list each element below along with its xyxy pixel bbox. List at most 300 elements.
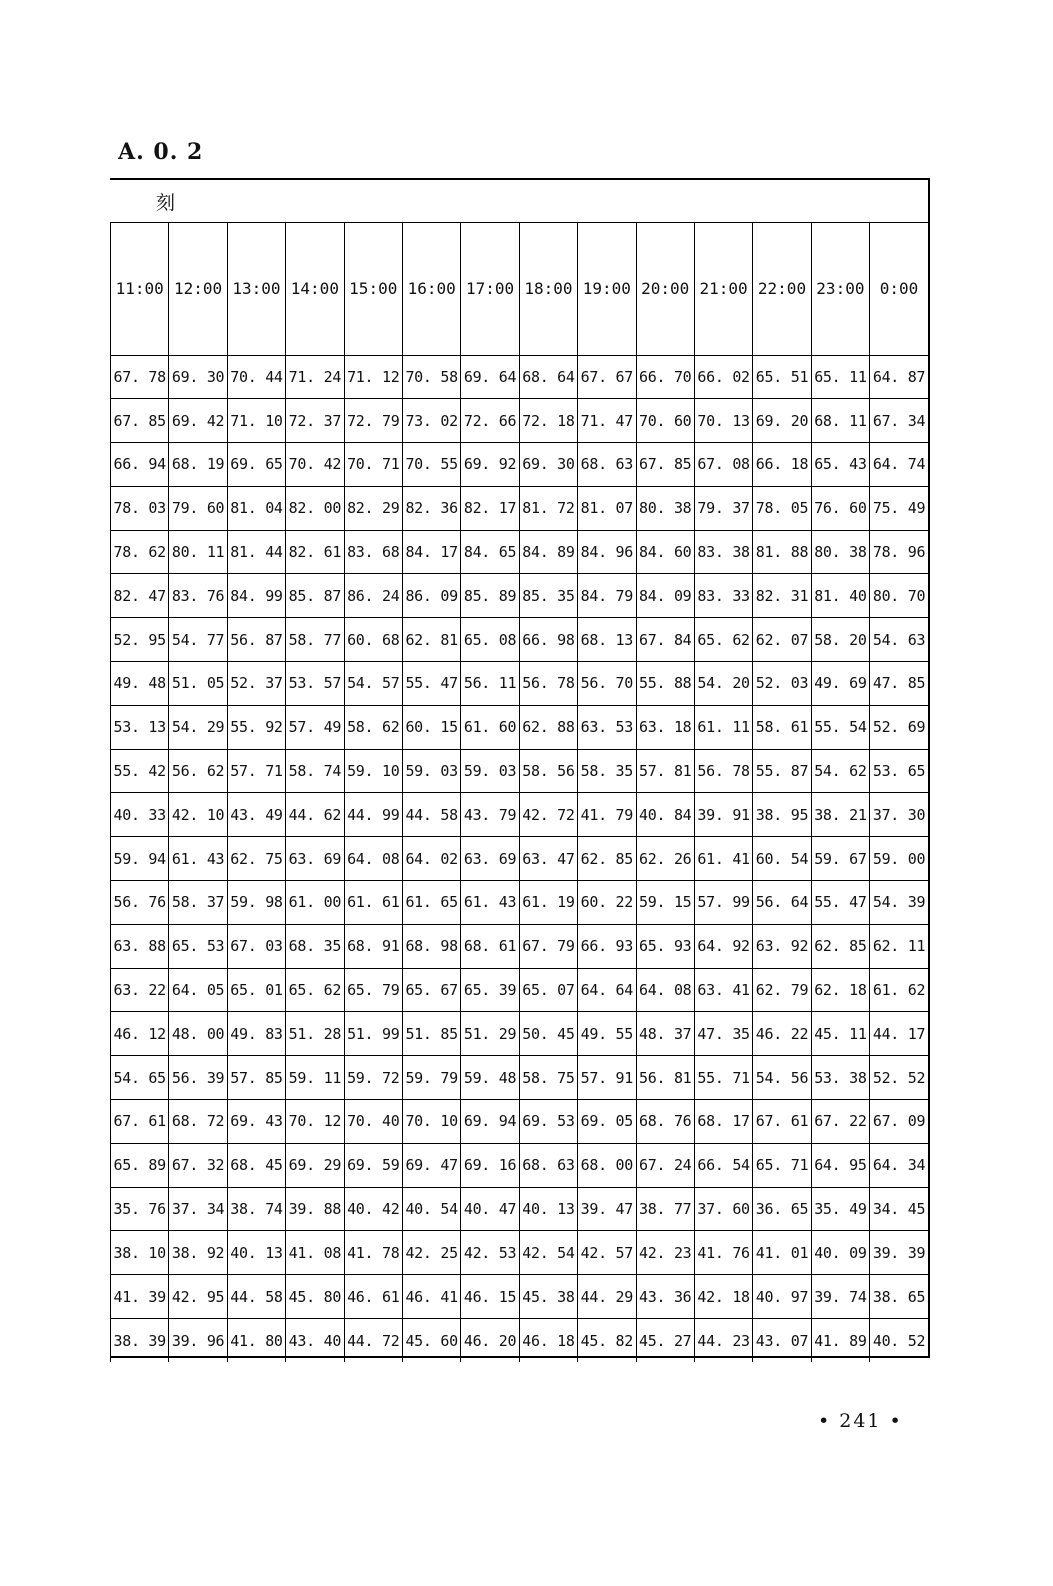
table-cell: 63. 47	[519, 837, 577, 881]
time-header-cell: 15:00	[344, 223, 402, 355]
table-cell: 43. 49	[227, 793, 285, 837]
table-cell: 65. 08	[461, 618, 519, 662]
table-cell: 55. 47	[811, 881, 869, 925]
table-cell: 49. 83	[227, 1012, 285, 1056]
table-cell: 39. 96	[169, 1319, 227, 1363]
table-cell: 65. 93	[636, 924, 694, 968]
table-cell: 67. 79	[519, 924, 577, 968]
table-cell: 78. 62	[111, 530, 169, 574]
table-cell: 65. 51	[753, 355, 811, 399]
table-cell: 52. 52	[870, 1056, 928, 1100]
table-cell: 43. 79	[461, 793, 519, 837]
table-cell: 54. 77	[169, 618, 227, 662]
table-cell: 83. 38	[694, 530, 752, 574]
table-cell: 57. 71	[227, 749, 285, 793]
table-cell: 79. 60	[169, 486, 227, 530]
table-cell: 53. 65	[870, 749, 928, 793]
table-cell: 73. 02	[402, 399, 460, 443]
table-cell: 65. 39	[461, 968, 519, 1012]
table-cell: 82. 00	[286, 486, 344, 530]
table-cell: 48. 00	[169, 1012, 227, 1056]
time-header-cell: 0:00	[870, 223, 928, 355]
table-cell: 38. 95	[753, 793, 811, 837]
table-cell: 82. 47	[111, 574, 169, 618]
table-cell: 61. 43	[169, 837, 227, 881]
table-row	[111, 486, 929, 530]
table-cell: 45. 82	[578, 1319, 636, 1363]
table-cell: 69. 30	[519, 443, 577, 487]
table-cell: 72. 66	[461, 399, 519, 443]
table-cell: 37. 30	[870, 793, 928, 837]
table-cell: 46. 15	[461, 1275, 519, 1319]
time-header-cell: 11:00	[111, 223, 169, 355]
table-cell: 55. 87	[753, 749, 811, 793]
section-title: A. 0. 2	[118, 139, 204, 165]
table-cell: 64. 08	[344, 837, 402, 881]
table-cell: 64. 08	[636, 968, 694, 1012]
table-row	[111, 530, 929, 574]
table-cell: 46. 12	[111, 1012, 169, 1056]
table-cell: 68. 45	[227, 1143, 285, 1187]
table-cell: 41. 08	[286, 1231, 344, 1275]
table-cell: 70. 40	[344, 1100, 402, 1144]
table-cell: 84. 99	[227, 574, 285, 618]
time-header-cell: 16:00	[402, 223, 460, 355]
table-cell: 81. 72	[519, 486, 577, 530]
table-cell: 67. 85	[636, 443, 694, 487]
table-cell: 70. 44	[227, 355, 285, 399]
table-cell: 49. 69	[811, 662, 869, 706]
table-cell: 65. 79	[344, 968, 402, 1012]
table-cell: 54. 63	[870, 618, 928, 662]
table-cell: 39. 39	[870, 1231, 928, 1275]
table-cell: 59. 15	[636, 881, 694, 925]
table-cell: 69. 53	[519, 1100, 577, 1144]
table-cell: 57. 91	[578, 1056, 636, 1100]
table-cell: 63. 41	[694, 968, 752, 1012]
table-cell: 78. 96	[870, 530, 928, 574]
table-cell: 65. 07	[519, 968, 577, 1012]
table-cell: 66. 98	[519, 618, 577, 662]
table-cell: 44. 99	[344, 793, 402, 837]
table-cell: 83. 76	[169, 574, 227, 618]
table-cell: 59. 94	[111, 837, 169, 881]
table-cell: 71. 47	[578, 399, 636, 443]
table-cell: 60. 22	[578, 881, 636, 925]
table-cell: 53. 57	[286, 662, 344, 706]
table-cell: 57. 85	[227, 1056, 285, 1100]
table-cell: 84. 79	[578, 574, 636, 618]
table-row	[111, 1100, 929, 1144]
table-cell: 41. 89	[811, 1319, 869, 1363]
table-cell: 53. 13	[111, 705, 169, 749]
table-cell: 67. 34	[870, 399, 928, 443]
table-cell: 67. 09	[870, 1100, 928, 1144]
table-cell: 72. 37	[286, 399, 344, 443]
table-cell: 67. 67	[578, 355, 636, 399]
table-cell: 69. 05	[578, 1100, 636, 1144]
table-cell: 58. 37	[169, 881, 227, 925]
table-row	[111, 837, 929, 881]
table-cell: 40. 09	[811, 1231, 869, 1275]
table-cell: 80. 70	[870, 574, 928, 618]
time-header-cell: 19:00	[578, 223, 636, 355]
table-cell: 57. 99	[694, 881, 752, 925]
table-cell: 46. 22	[753, 1012, 811, 1056]
table-cell: 42. 54	[519, 1231, 577, 1275]
table-cell: 68. 91	[344, 924, 402, 968]
table-cell: 42. 95	[169, 1275, 227, 1319]
table-cell: 35. 49	[811, 1187, 869, 1231]
time-header-cell: 13:00	[227, 223, 285, 355]
table-cell: 38. 39	[111, 1319, 169, 1363]
hourly-values-table	[110, 223, 928, 1362]
table-cell: 67. 08	[694, 443, 752, 487]
table-row	[111, 1187, 929, 1231]
table-cell: 59. 79	[402, 1056, 460, 1100]
time-header-row	[111, 223, 929, 355]
table-caption-row	[110, 180, 928, 223]
table-cell: 62. 26	[636, 837, 694, 881]
table-cell: 41. 79	[578, 793, 636, 837]
table-cell: 81. 04	[227, 486, 285, 530]
table-cell: 58. 56	[519, 749, 577, 793]
table-cell: 56. 78	[519, 662, 577, 706]
table-row	[111, 924, 929, 968]
table-cell: 63. 69	[461, 837, 519, 881]
table-cell: 61. 61	[344, 881, 402, 925]
table-cell: 65. 62	[694, 618, 752, 662]
table-cell: 40. 13	[227, 1231, 285, 1275]
table-cell: 81. 40	[811, 574, 869, 618]
table-cell: 71. 24	[286, 355, 344, 399]
table-cell: 39. 47	[578, 1187, 636, 1231]
table-cell: 70. 12	[286, 1100, 344, 1144]
table-cell: 44. 72	[344, 1319, 402, 1363]
table-cell: 45. 80	[286, 1275, 344, 1319]
table-row	[111, 355, 929, 399]
table-cell: 70. 58	[402, 355, 460, 399]
table-cell: 64. 05	[169, 968, 227, 1012]
table-cell: 60. 15	[402, 705, 460, 749]
table-cell: 61. 19	[519, 881, 577, 925]
table-cell: 65. 62	[286, 968, 344, 1012]
table-cell: 34. 45	[870, 1187, 928, 1231]
table-cell: 68. 13	[578, 618, 636, 662]
table-cell: 84. 17	[402, 530, 460, 574]
table-cell: 58. 74	[286, 749, 344, 793]
table-cell: 58. 75	[519, 1056, 577, 1100]
table-cell: 64. 92	[694, 924, 752, 968]
table-cell: 84. 60	[636, 530, 694, 574]
table-cell: 66. 02	[694, 355, 752, 399]
table-cell: 64. 87	[870, 355, 928, 399]
table-cell: 69. 42	[169, 399, 227, 443]
table-cell: 70. 10	[402, 1100, 460, 1144]
table-cell: 49. 48	[111, 662, 169, 706]
table-cell: 61. 43	[461, 881, 519, 925]
table-cell: 40. 13	[519, 1187, 577, 1231]
table-cell: 44. 58	[227, 1275, 285, 1319]
table-cell: 83. 33	[694, 574, 752, 618]
table-cell: 43. 07	[753, 1319, 811, 1363]
table-cell: 55. 54	[811, 705, 869, 749]
table-cell: 69. 64	[461, 355, 519, 399]
table-cell: 55. 71	[694, 1056, 752, 1100]
table-cell: 86. 24	[344, 574, 402, 618]
table-cell: 69. 30	[169, 355, 227, 399]
table-cell: 78. 03	[111, 486, 169, 530]
table-cell: 58. 61	[753, 705, 811, 749]
table-cell: 62. 07	[753, 618, 811, 662]
table-cell: 67. 32	[169, 1143, 227, 1187]
table-cell: 54. 62	[811, 749, 869, 793]
table-cell: 40. 47	[461, 1187, 519, 1231]
table-cell: 45. 60	[402, 1319, 460, 1363]
table-cell: 68. 11	[811, 399, 869, 443]
table-cell: 63. 18	[636, 705, 694, 749]
table-cell: 78. 05	[753, 486, 811, 530]
table-cell: 59. 10	[344, 749, 402, 793]
table-cell: 86. 09	[402, 574, 460, 618]
table-cell: 38. 74	[227, 1187, 285, 1231]
table-cell: 37. 60	[694, 1187, 752, 1231]
table-cell: 51. 29	[461, 1012, 519, 1056]
table-cell: 62. 85	[578, 837, 636, 881]
table-cell: 59. 00	[870, 837, 928, 881]
table-cell: 70. 42	[286, 443, 344, 487]
table-cell: 81. 07	[578, 486, 636, 530]
table-cell: 52. 37	[227, 662, 285, 706]
table-cell: 39. 91	[694, 793, 752, 837]
table-cell: 40. 33	[111, 793, 169, 837]
page-number: • 241 •	[818, 1410, 903, 1432]
table-row	[111, 705, 929, 749]
table-cell: 38. 10	[111, 1231, 169, 1275]
table-cell: 54. 20	[694, 662, 752, 706]
table-cell: 67. 61	[111, 1100, 169, 1144]
table-cell: 62. 18	[811, 968, 869, 1012]
table-cell: 50. 45	[519, 1012, 577, 1056]
table-cell: 85. 89	[461, 574, 519, 618]
time-header-cell: 17:00	[461, 223, 519, 355]
table-cell: 51. 05	[169, 662, 227, 706]
table-cell: 56. 87	[227, 618, 285, 662]
table-cell: 54. 29	[169, 705, 227, 749]
time-header-cell: 22:00	[753, 223, 811, 355]
table-cell: 66. 54	[694, 1143, 752, 1187]
table-cell: 69. 43	[227, 1100, 285, 1144]
table-cell: 45. 11	[811, 1012, 869, 1056]
table-cell: 59. 67	[811, 837, 869, 881]
table-cell: 46. 18	[519, 1319, 577, 1363]
time-header-cell: 23:00	[811, 223, 869, 355]
table-cell: 42. 10	[169, 793, 227, 837]
table-cell: 65. 71	[753, 1143, 811, 1187]
table-cell: 55. 92	[227, 705, 285, 749]
table-cell: 41. 80	[227, 1319, 285, 1363]
table-cell: 40. 52	[870, 1319, 928, 1363]
table-cell: 56. 81	[636, 1056, 694, 1100]
table-cell: 42. 23	[636, 1231, 694, 1275]
table-cell: 65. 43	[811, 443, 869, 487]
table-cell: 62. 79	[753, 968, 811, 1012]
table-cell: 68. 35	[286, 924, 344, 968]
table-row	[111, 968, 929, 1012]
table-cell: 61. 65	[402, 881, 460, 925]
table-cell: 65. 67	[402, 968, 460, 1012]
table-cell: 40. 84	[636, 793, 694, 837]
table-cell: 41. 78	[344, 1231, 402, 1275]
time-header-cell: 14:00	[286, 223, 344, 355]
table-cell: 61. 60	[461, 705, 519, 749]
table-row	[111, 1275, 929, 1319]
table-cell: 68. 64	[519, 355, 577, 399]
table-cell: 46. 61	[344, 1275, 402, 1319]
table-row	[111, 574, 929, 618]
table-cell: 56. 11	[461, 662, 519, 706]
time-header-cell: 12:00	[169, 223, 227, 355]
table-row	[111, 618, 929, 662]
table-cell: 70. 13	[694, 399, 752, 443]
table-cell: 55. 88	[636, 662, 694, 706]
table-cell: 41. 01	[753, 1231, 811, 1275]
table-cell: 68. 17	[694, 1100, 752, 1144]
table-cell: 49. 55	[578, 1012, 636, 1056]
table-cell: 82. 31	[753, 574, 811, 618]
table-cell: 64. 34	[870, 1143, 928, 1187]
table-cell: 38. 65	[870, 1275, 928, 1319]
table-cell: 69. 47	[402, 1143, 460, 1187]
table-cell: 45. 27	[636, 1319, 694, 1363]
table-cell: 44. 29	[578, 1275, 636, 1319]
table-row	[111, 793, 929, 837]
table-cell: 52. 69	[870, 705, 928, 749]
table-cell: 62. 88	[519, 705, 577, 749]
table-cell: 43. 40	[286, 1319, 344, 1363]
table-cell: 59. 48	[461, 1056, 519, 1100]
table-cell: 56. 78	[694, 749, 752, 793]
time-header-cell: 21:00	[694, 223, 752, 355]
table-cell: 58. 62	[344, 705, 402, 749]
table-cell: 64. 64	[578, 968, 636, 1012]
table-caption: 刻	[156, 192, 176, 214]
table-cell: 54. 65	[111, 1056, 169, 1100]
table-cell: 72. 18	[519, 399, 577, 443]
table-row	[111, 443, 929, 487]
table-cell: 56. 39	[169, 1056, 227, 1100]
table-cell: 62. 11	[870, 924, 928, 968]
table-cell: 40. 97	[753, 1275, 811, 1319]
table-cell: 56. 62	[169, 749, 227, 793]
table-cell: 52. 03	[753, 662, 811, 706]
table-cell: 63. 53	[578, 705, 636, 749]
table-cell: 66. 18	[753, 443, 811, 487]
table-cell: 59. 11	[286, 1056, 344, 1100]
table-cell: 51. 28	[286, 1012, 344, 1056]
table-cell: 84. 96	[578, 530, 636, 574]
table-cell: 47. 35	[694, 1012, 752, 1056]
table-cell: 65. 53	[169, 924, 227, 968]
table-cell: 61. 11	[694, 705, 752, 749]
table-cell: 80. 38	[811, 530, 869, 574]
table-cell: 48. 37	[636, 1012, 694, 1056]
table-cell: 41. 39	[111, 1275, 169, 1319]
table-cell: 75. 49	[870, 486, 928, 530]
table-cell: 69. 65	[227, 443, 285, 487]
table-cell: 76. 60	[811, 486, 869, 530]
table-cell: 67. 84	[636, 618, 694, 662]
table-cell: 64. 02	[402, 837, 460, 881]
table-cell: 57. 81	[636, 749, 694, 793]
table-cell: 42. 72	[519, 793, 577, 837]
table-cell: 45. 38	[519, 1275, 577, 1319]
table-cell: 52. 95	[111, 618, 169, 662]
table-cell: 70. 60	[636, 399, 694, 443]
table-cell: 67. 78	[111, 355, 169, 399]
table-cell: 80. 38	[636, 486, 694, 530]
table-cell: 54. 39	[870, 881, 928, 925]
table-cell: 35. 76	[111, 1187, 169, 1231]
table-cell: 84. 09	[636, 574, 694, 618]
table-cell: 67. 24	[636, 1143, 694, 1187]
table-cell: 47. 85	[870, 662, 928, 706]
table-cell: 36. 65	[753, 1187, 811, 1231]
table-cell: 63. 69	[286, 837, 344, 881]
table-cell: 63. 92	[753, 924, 811, 968]
table-cell: 68. 98	[402, 924, 460, 968]
table-cell: 44. 62	[286, 793, 344, 837]
table-cell: 59. 03	[402, 749, 460, 793]
table-cell: 51. 99	[344, 1012, 402, 1056]
table-cell: 68. 61	[461, 924, 519, 968]
table-cell: 68. 63	[519, 1143, 577, 1187]
table-cell: 59. 72	[344, 1056, 402, 1100]
table-cell: 85. 87	[286, 574, 344, 618]
table-cell: 61. 62	[870, 968, 928, 1012]
table-cell: 69. 20	[753, 399, 811, 443]
table-cell: 44. 17	[870, 1012, 928, 1056]
table-cell: 70. 71	[344, 443, 402, 487]
table-cell: 65. 89	[111, 1143, 169, 1187]
table-row	[111, 1231, 929, 1275]
table-cell: 84. 89	[519, 530, 577, 574]
table-cell: 58. 77	[286, 618, 344, 662]
table-cell: 68. 72	[169, 1100, 227, 1144]
table-cell: 64. 74	[870, 443, 928, 487]
table-cell: 44. 23	[694, 1319, 752, 1363]
table-cell: 69. 94	[461, 1100, 519, 1144]
table-cell: 56. 76	[111, 881, 169, 925]
time-header-cell: 20:00	[636, 223, 694, 355]
table-cell: 68. 63	[578, 443, 636, 487]
table-cell: 65. 11	[811, 355, 869, 399]
table-cell: 82. 36	[402, 486, 460, 530]
table-cell: 42. 18	[694, 1275, 752, 1319]
table-cell: 56. 64	[753, 881, 811, 925]
table-cell: 79. 37	[694, 486, 752, 530]
table-cell: 69. 29	[286, 1143, 344, 1187]
table-cell: 54. 57	[344, 662, 402, 706]
table-cell: 66. 70	[636, 355, 694, 399]
table-cell: 55. 42	[111, 749, 169, 793]
table-row	[111, 1143, 929, 1187]
table-cell: 56. 70	[578, 662, 636, 706]
table-cell: 58. 35	[578, 749, 636, 793]
table-cell: 38. 77	[636, 1187, 694, 1231]
table-cell: 59. 98	[227, 881, 285, 925]
table-cell: 38. 21	[811, 793, 869, 837]
